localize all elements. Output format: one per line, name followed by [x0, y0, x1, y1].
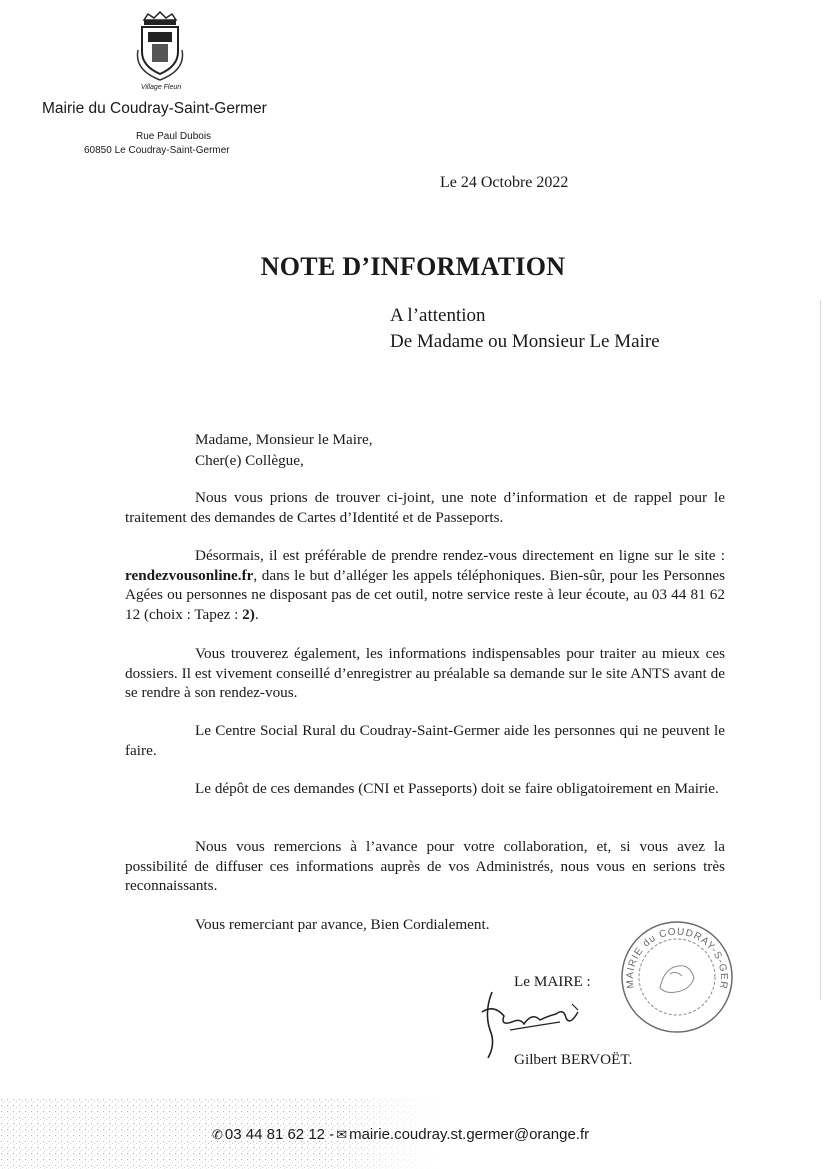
paragraph-4: Le Centre Social Rural du Coudray-Saint-Germer aide les personnes qui ne peuvent le faire. [125, 722, 725, 759]
paragraph-6: Nous vous remercions à l’avance pour votre collaboration, et, si vous avez la possibilité de diffuser ces informations auprès de vos Administrés, nous vous en serions très reconnaissants. [125, 838, 725, 894]
address-line-1: Rue Paul Dubois [136, 131, 212, 142]
motto: Village Fleuri [140, 84, 182, 91]
website-link: rendezvousonline.fr [125, 566, 254, 584]
salutation-line-1: Madame, Monsieur le Maire, [195, 431, 373, 448]
letter-date: Le 24 Octobre 2022 [440, 174, 569, 191]
page-title: NOTE D’INFORMATION [260, 252, 566, 281]
mayor-label: Le MAIRE : [514, 973, 591, 990]
attention-line-1: A l’attention [390, 305, 486, 326]
mayor-name: Gilbert BERVOËT. [514, 1051, 633, 1068]
footer-phone: 03 44 81 62 12 - [224, 1126, 335, 1143]
coat-of-arms-icon [134, 10, 186, 82]
paragraph-1: Nous vous prions de trouver ci-joint, une note d’information et de rappel pour le traitement des demandes de Cartes d’Identité et de Passeports. [125, 489, 725, 526]
scan-edge [820, 300, 821, 1000]
paragraph-5: Le dépôt de ces demandes (CNI et Passeports) doit se faire obligatoirement en Mairie. [195, 780, 719, 797]
mairie-name: Mairie du Coudray-Saint-Germer [42, 100, 267, 117]
svg-text:MAIRIE du COUDRAY-S-GER: MAIRIE du COUDRAY-S-GER [624, 926, 730, 991]
closing: Vous remerciant par avance, Bien Cordialement. [195, 916, 490, 933]
salutation-line-2: Cher(e) Collègue, [195, 452, 304, 469]
official-stamp-icon [618, 918, 736, 1036]
envelope-icon: ✉ [336, 1127, 348, 1142]
footer-contact [212, 1126, 589, 1143]
attention-line-2: De Madame ou Monsieur Le Maire [390, 331, 660, 352]
paragraph-3: Vous trouverez également, les informations indispensables pour traiter au mieux ces dossiers. Il est vivement conseillé d’enregistrer au préalable sa demande sur le site ANTS avant de se rendre à son rendez-vous. [125, 645, 725, 701]
paragraph-2: Désormais, il est préférable de prendre rendez-vous directement en ligne sur le site : rendezvousonline.fr, dans le but d’alléger les appels téléphoniques. Bien-sûr, pour les Personnes Agées ou personnes ne disposant pas de cet outil, notre service reste à leur écoute, au 03 44 81 62 12 (choix : Tapez : 2). [125, 547, 725, 623]
address-line-2: 60850 Le Coudray-Saint-Germer [84, 145, 230, 156]
handwritten-signature-icon [474, 982, 594, 1062]
footer-email[interactable]: mairie.coudray.st.germer@orange.fr [349, 1126, 590, 1143]
phone-icon: ✆ [212, 1127, 223, 1142]
